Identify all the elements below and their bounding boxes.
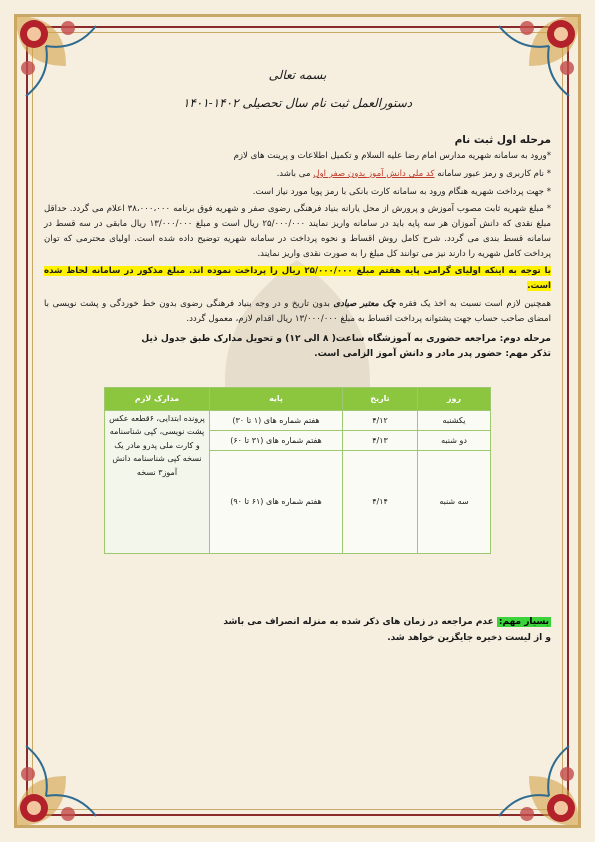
- cell-grade: هفتم شماره های (۳۱ تا ۶۰): [210, 430, 343, 450]
- cell-docs: پرونده ابتدایی، ۶قطعه عکس پشت نویسی، کپی شناسنامه و کارت ملی پدرو مادر یک نسخه کپی شناسنامه دانش آموز۳ نسخه: [105, 410, 210, 553]
- footer-line1: [44, 614, 551, 630]
- step1-line2: [44, 167, 551, 182]
- username-highlight: کد ملی دانش آموز بدون صفر اول: [313, 168, 435, 179]
- document-title: دستورالعمل ثبت نام سال تحصیلی ۱۴۰۲-۱۴۰۱: [182, 96, 413, 110]
- header-grade: پایه: [210, 387, 343, 410]
- very-important-label: بسیار مهم:: [498, 616, 549, 627]
- step1-line1: *ورود به سامانه شهریه مدارس امام رضا علیه السلام و تکمیل اطلاعات و پرینت های لازم: [233, 151, 551, 161]
- important-footer: [44, 614, 551, 646]
- bismillah: بسمه تعالی: [268, 68, 327, 82]
- table-header-row: [105, 387, 491, 410]
- step1-heading: مرحله اول ثبت نام: [454, 134, 551, 146]
- header-docs: مدارک لازم: [105, 387, 210, 410]
- cell-day: دو شنبه: [418, 430, 491, 450]
- cell-day: یکشنبه: [418, 410, 491, 430]
- step1-line2-b: می باشد.: [276, 168, 314, 179]
- footer-text1: عدم مراجعه در زمان های ذکر شده به منزله انصراف می باشد: [223, 616, 497, 627]
- step1-line2-a: * نام کاربری و رمز عبور سامانه: [434, 168, 551, 179]
- cell-grade: هفتم شماره های (۶۱ تا ۹۰): [210, 450, 343, 553]
- cheque-a: همچنین لازم است نسبت به اخذ یک فقره: [395, 299, 551, 310]
- cell-date: ۴/۱۴: [343, 450, 418, 553]
- step1-line4: * مبلغ شهریه ثابت مصوب آموزش و پرورش از محل یارانه بنیاد فرهنگی رضوی صفر و شهریه فوق برنامه ۳۸،۰۰۰،۰۰۰ اعلام می گردد. حداقل مبلغ نقدی که دانش آموزان هر سه پایه باید در سامانه واریز نمایند ۲۵/۰۰۰/۰۰۰ ریال است و مبلغ ۱۳/۰۰۰/۰۰۰ ریال مابقی در سه قسط در سامانه قسط بندی می گردد. شرح کامل روش اقساط و نحوه پرداخت در سامانه شهریه توضیح داده شده است. اولیای محترمی که توان پرداخت کامل شهریه را دارند نیز می توانند کل مبلغ را به صورت نقدی واریز نمایند.: [44, 204, 552, 259]
- footer-text2: و از لیست ذخیره جایگزین خواهد شد.: [387, 632, 551, 643]
- important-note: تذکر مهم: حضور پدر مادر و دانش آموز الزامی است.: [314, 347, 551, 359]
- cell-date: ۴/۱۳: [343, 430, 418, 450]
- cheque-paragraph: [44, 297, 551, 327]
- payment-notice-text: با توجه به اینکه اولیای گرامی پایه هفتم مبلغ ۲۵/۰۰۰/۰۰۰ ریال را پرداخت نموده اند. مبلغ مذکور در سامانه لحاظ شده است.: [44, 266, 551, 292]
- header-day: روز: [418, 387, 491, 410]
- schedule-table: [104, 387, 491, 554]
- payment-notice: [44, 264, 551, 294]
- cheque-emphasis: چک معتبر صیادی: [333, 299, 396, 310]
- step1-line3: * جهت پرداخت شهریه هنگام ورود به سامانه کارت بانکی با رمز پویا مورد نیاز است.: [252, 186, 551, 197]
- document-content: [44, 60, 551, 802]
- cell-date: ۴/۱۲: [343, 410, 418, 430]
- header-date: تاریخ: [343, 387, 418, 410]
- cell-grade: هفتم شماره های (۱ تا ۳۰): [210, 410, 343, 430]
- table-row: [105, 410, 491, 430]
- cheque-c: بدون تاریخ و در وجه بنیاد فرهنگی رضوی بدون خط خوردگی و پشت نویسی با امضای صاحب حساب جهت پشتوانه پرداخت اقساط به مبلغ ۱۳/۰۰۰/۰۰۰ ریال اقدام لازم، معمول گردد.: [44, 299, 551, 324]
- step2-heading: مرحله دوم: مراجعه حضوری به آموزشگاه ساعت( ۸ الی ۱۲) و تحویل مدارک طبق جدول ذیل: [141, 332, 551, 344]
- cell-day: سه شنبه: [418, 450, 491, 553]
